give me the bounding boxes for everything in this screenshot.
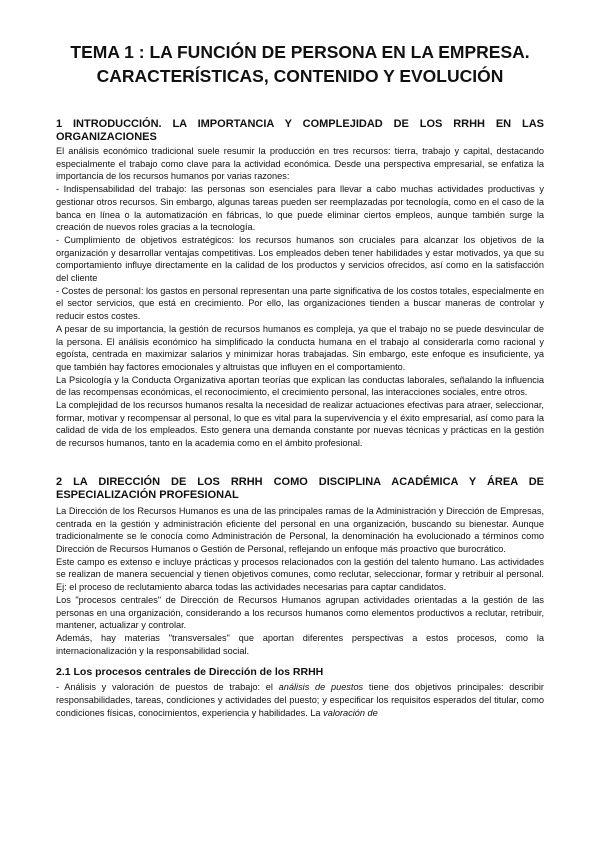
title-line-2: CARACTERÍSTICAS, CONTENIDO Y EVOLUCIÓN	[96, 66, 504, 86]
paragraph: Además, hay materias "transversales" que aportan diferentes perspectivas a estos procesos, como la internacionalización y la responsabilidad social.	[56, 632, 544, 656]
paragraph: Este campo es extenso e incluye prácticas y procesos relacionados con la gestión del talento humano. Las actividades se realizan de manera secuencial y tienen objetivos comunes, como reclutar, seleccionar, formar y retribuir al personal. Ej: el proceso de reclutamiento abarca todas las actividades necesarias para captar candidatos.	[56, 556, 544, 593]
paragraph: - Indispensabilidad del trabajo: las personas son esenciales para llevar a cabo muchas actividades productivas y gestionar otros recursos. Sin embargo, algunas tareas pueden ser reemplazadas por tecnología, como en el caso de la banca en línea o la automatización en fábricas, lo que puede eliminar ciertos empleos, aunque también surge la creación de nuevos roles gracias a la tecnología.	[56, 184, 544, 233]
section-2-body	[56, 505, 544, 657]
paragraph: - Costes de personal: los gastos en personal representan una parte significativa de los costos totales, especialmente en el sector servicios, que está en crecimiento. Por ello, las organizaciones tienden a buscar maneras de controlar y reducir estos costes.	[56, 285, 544, 322]
document-title	[56, 40, 544, 88]
paragraph: El análisis económico tradicional suele resumir la producción en tres recursos: tierra, trabajo y capital, destacando especialmente el trabajo como clave para la actividad económica. Desde una perspectiva empresarial, se enfatiza la importancia de los recursos humanos por varias razones:	[56, 146, 544, 182]
section-1-heading: 1 INTRODUCCIÓN. LA IMPORTANCIA Y COMPLEJIDAD DE LOS RRHH EN LAS ORGANIZACIONES	[56, 118, 544, 143]
section-2-heading: 2 LA DIRECCIÓN DE LOS RRHH COMO DISCIPLINA ACADÉMICA Y ÁREA DE ESPECIALIZACIÓN PROFESIONAL	[56, 475, 544, 501]
paragraph: La complejidad de los recursos humanos resalta la necesidad de realizar actuaciones efectivas para atraer, seleccionar, formar, motivar y recompensar al personal, lo que es vital para la supervivencia y el éxito empresarial, así como para la calidad de vida de los empleados. Esto genera una demanda constante por nuevas técnicas y prácticas en la gestión de recursos humanos, tanto en la academia como en el ámbito profesional.	[56, 400, 544, 449]
paragraph: - Cumplimiento de objetivos estratégicos: los recursos humanos son cruciales para alcanzar los objetivos de la organización y desarrollar ventajas competitivas. Los empleados deben tener habilidades y estar motivados, ya que su comportamiento influye directamente en la calidad de los productos y servicios ofrecidos, así como en la satisfacción del cliente	[56, 234, 544, 284]
text-run: tiene dos objetivos principales: describir responsabilidades, tareas, condiciones y actividades del puesto; y especificar los requisitos esperados del titular, como condiciones físicas, conocimientos, experiencia y habilidades. La	[56, 682, 544, 718]
paragraph: Los "procesos centrales" de Dirección de Recursos Humanos agrupan actividades orientadas a la gestión de las personas en una organización, considerando a los recursos humanos como elementos productivos a reclutar, retribuir, mantener, actualizar y controlar.	[56, 594, 544, 631]
paragraph: La Psicología y la Conducta Organizativa aportan teorías que explican las conductas laborales, señalando la influencia de las recompensas económicas, el reconocimiento, el crecimiento personal, las interacciones sociales, entre otros.	[56, 374, 544, 398]
emphasis-term: valoración de	[323, 707, 378, 718]
paragraph: La Dirección de los Recursos Humanos es una de las principales ramas de la Administración y Dirección de Empresas, centrada en la gestión y administración eficiente del personal en una organización, buscando su bienestar. Aunque tradicionalmente se le conocía como Administración de Personal, la denominación ha evolucionado a términos como Dirección de Recursos Humanos o Gestión de Personal, reflejando un enfoque más proactivo que burocrático.	[56, 505, 544, 554]
text-run: - Análisis y valoración de puestos de trabajo: el	[56, 682, 279, 693]
paragraph: A pesar de su importancia, la gestión de recursos humanos es compleja, ya que el trabajo no se puede desvincular de la persona. El análisis económico ha simplificado la conducta humana en el trabajo al considerarla como racional y egoísta, centrada en maximizar salarios y minimizar horas trabajadas. Sin embargo, este enfoque es insuficiente, ya que también hay factores emocionales y altruistas que influyen en el comportamiento.	[56, 323, 544, 372]
paragraph	[56, 681, 544, 719]
section-1-body	[56, 145, 544, 450]
emphasis-term: análisis de puestos	[278, 682, 364, 693]
section-2-1-heading: 2.1 Los procesos centrales de Dirección de los RRHH	[56, 666, 324, 679]
title-line-1: TEMA 1 : LA FUNCIÓN DE PERSONA EN LA EMPRESA.	[70, 42, 530, 62]
